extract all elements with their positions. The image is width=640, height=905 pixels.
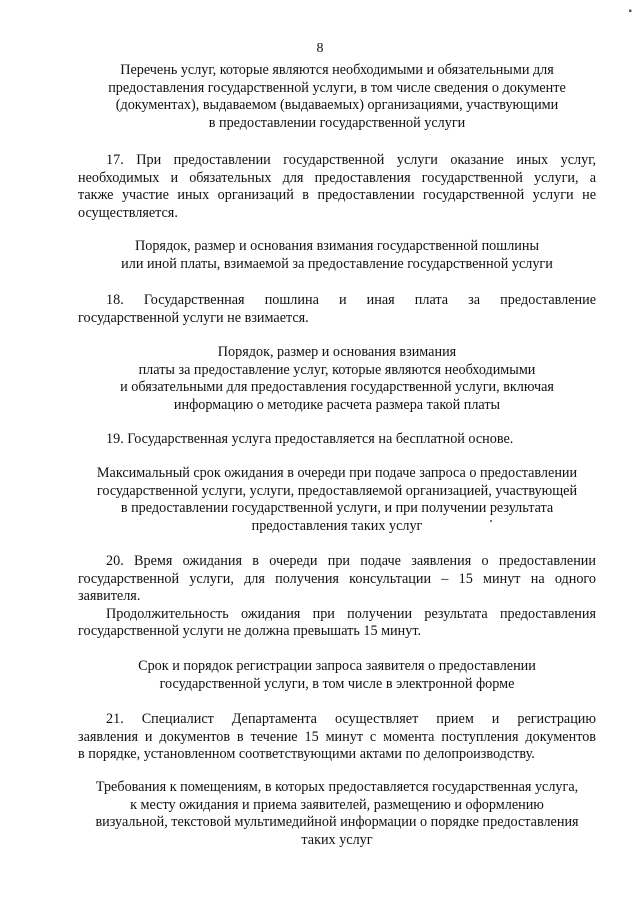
paragraph-line: государственной услуги не взимается. [78,309,309,326]
paragraph-17 [78,152,596,222]
paragraph-line: 21. Специалист Департамента осуществляет прием и регистрацию [106,711,596,727]
paragraph-line: 17. При предоставлении государственной услуги оказание иных услуг, [106,152,596,168]
paragraph-line: необходимых и обязательных для предоставления государственной услуги, а [78,169,596,186]
heading-line: предоставления государственной услуги, в том числе сведения о документе [108,79,566,96]
heading-line: государственной услуги, услуги, предоставляемой организацией, участвующей [96,482,578,499]
section-heading-services-list [78,62,596,132]
paragraph-line: 20. Время ожидания в очереди при подаче заявления о предоставлении [106,553,596,569]
scan-corner-mark: ▪ [628,6,632,17]
paragraph-line: Продолжительность ожидания при получении результата предоставления [106,605,596,622]
heading-line: Перечень услуг, которые являются необходимыми и обязательными для [120,62,554,78]
page-number: 8 [316,41,324,56]
heading-line: в предоставлении государственной услуги [208,114,466,131]
paragraph-line: также участие иных организаций в предоставлении государственной услуги не [78,187,596,204]
paragraph-line: в порядке, установленном соответствующими актами по делопроизводству. [78,746,535,763]
heading-line: к месту ожидания и приема заявителей, размещению и оформлению [130,796,544,813]
heading-line: визуальной, текстовой мультимедийной информации о порядке предоставления [95,814,579,831]
paragraph-line: заявителя. [78,588,141,605]
paragraph-line: государственной услуги не должна превышать 15 минут. [78,623,422,640]
paragraph-line: осуществляется. [78,204,178,221]
heading-line: Максимальный срок ожидания в очереди при подаче запроса о предоставлении [96,465,578,481]
heading-line: Срок и порядок регистрации запроса заявителя о предоставлении [138,658,536,674]
paragraph-line: 18. Государственная пошлина и иная плата за предоставление [106,292,596,308]
heading-line: государственной услуги, в том числе в электронной форме [159,675,515,692]
heading-line: (документах), выдаваемом (выдаваемых) организациями, участвующими [115,97,559,114]
heading-line: Порядок, размер и основания взимания государственной пошлины [134,238,539,254]
paragraph-20 [78,553,596,641]
heading-line: платы за предоставление услуг, которые являются необходимыми [138,361,536,378]
paragraph-21 [78,711,596,764]
section-heading-waiting-time [78,465,596,535]
section-heading-registration [78,658,596,693]
heading-line: Порядок, размер и основания взимания [217,344,457,360]
heading-line: и обязательными для предоставления государственной услуги, включая [120,379,554,396]
heading-line: предоставления таких услуг [251,517,423,534]
paragraph-line: заявления и документов в течение 15 минут с момента поступления документов [78,728,596,745]
section-heading-fee-for-services [78,344,596,414]
section-heading-premises-requirements [78,779,596,849]
section-heading-state-fee [78,238,596,273]
heading-line: Требования к помещениям, в которых предоставляется государственная услуга, [95,779,579,795]
heading-line: информацию о методике расчета размера такой платы [173,396,501,413]
heading-line: или иной платы, взимаемой за предоставление государственной услуги [121,255,553,272]
paragraph-line: 19. Государственная услуга предоставляется на бесплатной основе. [106,431,514,447]
paragraph-19 [78,431,596,449]
heading-line: таких услуг [301,831,373,848]
heading-line: в предоставлении государственной услуги, и при получении результата [120,500,554,517]
paragraph-18 [78,292,596,327]
paragraph-line: государственной услуги, для получения консультации – 15 минут на одного [78,570,596,587]
